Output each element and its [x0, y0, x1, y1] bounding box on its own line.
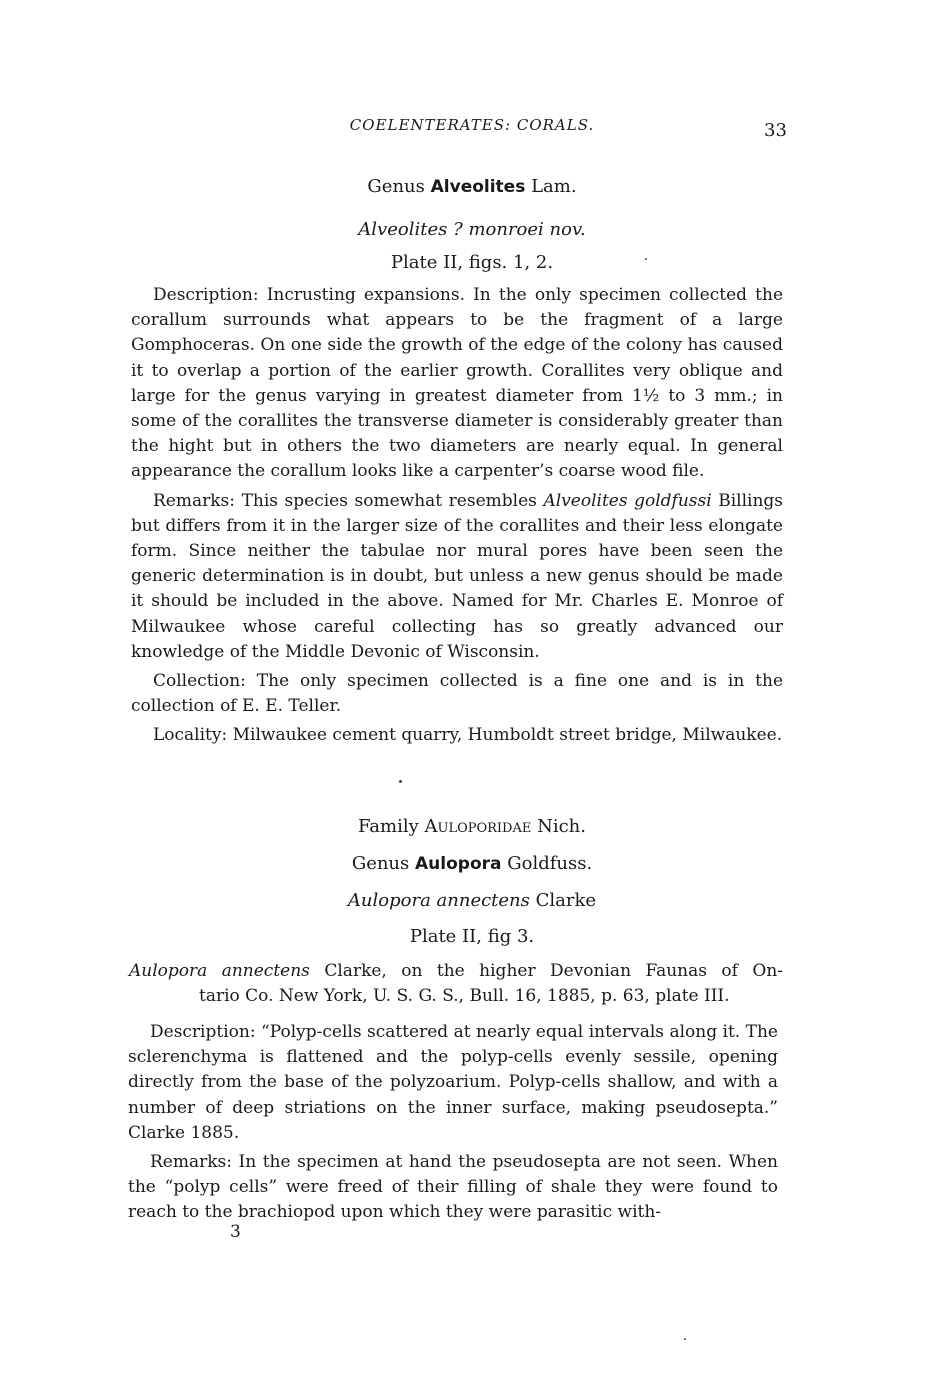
scan-speck — [399, 780, 402, 783]
family-author: Nich. — [537, 816, 586, 837]
bibliographic-citation — [129, 959, 783, 1009]
remarks-species-italic: Alveolites goldfussi — [543, 490, 712, 511]
plate-reference-1: Plate II, figs. 1, 2. — [390, 252, 554, 273]
genus-name: Alveolites — [430, 177, 526, 197]
genus-name: Aulopora — [415, 854, 502, 874]
citation-species-italic: Aulopora annectens — [129, 961, 310, 981]
genus-prefix: Genus — [351, 853, 410, 874]
description-paragraph — [131, 283, 783, 485]
citation-line-1-text: Clarke, on the higher Devonian Faunas of On- — [324, 961, 784, 981]
family-name: Auloporidae — [424, 816, 532, 837]
section2-body — [128, 1020, 778, 1226]
page-number: 33 — [764, 120, 787, 141]
description-text: Incrusting expansions. In the only specimen collected the corallum surrounds what appears to be the fragment of a large Gomphoceras. On one side the growth of the edge of the colony has caused it to overlap a portion of the earlier growth. Corallites very oblique and large for the genus varying in greatest diameter from 1½ to 3 mm.; in some of the corallites the transverse diameter is considerably greater than the hight but in others the two diameters are nearly equal. In general appearance the corallum looks like a carpenter’s coarse wood file. — [131, 285, 783, 482]
genus-author: Lam. — [531, 176, 577, 197]
genus-heading-alveolites — [0, 176, 944, 198]
citation-line-1 — [129, 959, 783, 984]
remarks-text-b: Billings but differs from it in the larger size of the corallites and their less elongate form. Since neither the tabulae nor mural pores have been seen the generic determination is in doubt, but unless a new genus should be made it should be included in the above. Named for Mr. Charles E. Monroe of Milwaukee whose careful collecting has so greatly advanced our knowledge of the Middle Devonic of Wisconsin. — [131, 490, 784, 662]
signature-mark: 3 — [230, 1222, 241, 1242]
remarks-label: Remarks: — [150, 1152, 232, 1173]
remarks-text-a: This species somewhat resembles — [241, 490, 537, 511]
remarks-label: Remarks: — [153, 490, 235, 511]
scan-speck — [684, 1338, 686, 1340]
description-text: “Polyp-cells scattered at nearly equal intervals along it. The sclerenchyma is flattened and the polyp-cells evenly sessile, opening directly from the base of the polyzoarium. Polyp-cells shallow, and with a number of deep striations on the inner surface, making pseudosepta.” Clarke 1885. — [128, 1022, 778, 1143]
collection-paragraph — [131, 669, 783, 719]
description-label: Description: — [153, 285, 259, 305]
species-heading-annectens — [0, 890, 944, 912]
scan-speck — [645, 258, 647, 260]
species-name: Aulopora annectens — [347, 890, 530, 911]
species-heading-monroei — [0, 219, 944, 241]
genus-prefix: Genus — [367, 176, 425, 197]
locality-paragraph — [131, 723, 783, 748]
running-head: COELENTERATES: CORALS. — [349, 116, 595, 134]
locality-text: Milwaukee cement quarry, Humboldt street bridge, Milwaukee. — [232, 725, 783, 746]
citation-line-2: tario Co. New York, U. S. G. S., Bull. 16, 1885, p. 63, plate III. — [199, 986, 730, 1006]
family-heading-auloporidae — [0, 816, 944, 838]
family-prefix: Family — [358, 816, 419, 837]
collection-text: The only specimen collected is a fine one and is in the collection of E. E. Teller. — [131, 671, 784, 717]
locality-label: Locality: — [153, 725, 228, 746]
collection-label: Collection: — [153, 671, 246, 692]
section1-body — [131, 283, 783, 749]
genus-heading-aulopora — [0, 853, 944, 875]
species-author: Clarke — [535, 890, 597, 911]
genus-author: Goldfuss. — [507, 853, 593, 874]
remarks-paragraph — [128, 1150, 778, 1226]
description-label: Description: — [150, 1022, 256, 1042]
species-name: Alveolites ? monroei nov. — [358, 219, 586, 240]
remarks-paragraph — [131, 489, 783, 665]
description-paragraph — [128, 1020, 778, 1146]
plate-reference-2: Plate II, fig 3. — [409, 926, 535, 947]
remarks-text: In the specimen at hand the pseudosepta are not seen. When the “polyp cells” were freed of their filling of shale they were found to reach to the brachiopod upon which they were parasitic with- — [128, 1152, 779, 1223]
